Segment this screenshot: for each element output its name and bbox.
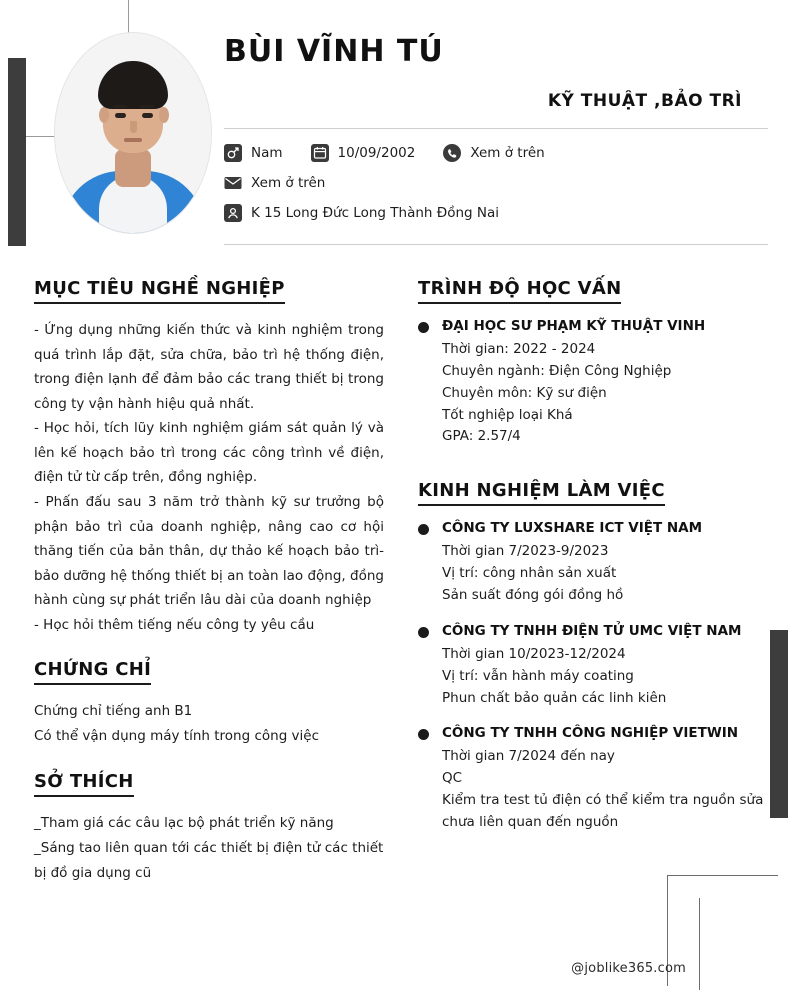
interest-item: _Tham giá các câu lạc bộ phát triển kỹ năng	[34, 815, 334, 832]
education-school: ĐẠI HỌC SƯ PHẠM KỸ THUẬT VINH	[442, 318, 706, 334]
contact-row-1	[224, 144, 768, 162]
avatar-ear-right	[159, 107, 169, 123]
section-objective	[34, 278, 384, 637]
page-title: BÙI VĨNH TÚ	[224, 34, 444, 69]
location-icon	[224, 204, 242, 222]
avatar-mouth	[124, 138, 142, 142]
avatar-photo	[54, 32, 212, 234]
contact-phone[interactable]	[443, 144, 544, 162]
avatar-eye-right	[142, 113, 153, 118]
decor-bottom-right-frame-inner	[699, 898, 796, 990]
contact-phone-value: Xem ở trên	[470, 145, 545, 161]
experience-company: CÔNG TY LUXSHARE ICT VIỆT NAM	[442, 520, 703, 537]
objective-paragraph: - Phấn đấu sau 3 năm trở thành kỹ sư trưởng bộ phận bảo trì của doanh nghiệp, nâng cao cơ hội thăng tiến của bản thân, dự thảo kế hoạch bảo trì- bảo dưỡng hệ thống thiết bị an toàn lao động, đồng hành cùng sự phát triển lâu dài của doanh nghiệp	[34, 493, 384, 609]
left-column	[34, 278, 384, 908]
gender-icon	[224, 144, 242, 162]
job-title: KỸ THUẬT ,BẢO TRÌ	[547, 91, 742, 111]
contact-gender-value: Nam	[251, 145, 283, 161]
contact-birthday-value: 10/09/2002	[337, 145, 416, 161]
bullet-icon	[418, 322, 429, 333]
experience-entry	[418, 725, 768, 833]
objective-paragraph: - Học hỏi, tích lũy kinh nghiệm giám sát quản lý và lên kế hoạch bảo trì trong các công trình về điện, điện tử từ cấp trên, đồng nghiệp.	[34, 420, 384, 486]
contact-birthday	[311, 144, 416, 162]
section-experience	[418, 470, 768, 834]
avatar-eye-left	[115, 113, 126, 118]
contact-email-value: Xem ở trên	[251, 175, 326, 191]
education-detail: Thời gian: 2022 - 2024	[442, 341, 596, 357]
phone-icon	[443, 144, 461, 162]
bullet-icon	[418, 627, 429, 638]
section-title-certificates: CHỨNG CHỈ	[34, 659, 151, 685]
certificate-item: Chứng chỉ tiếng anh B1	[34, 703, 193, 720]
experience-detail: Thời gian 7/2024 đến nay	[442, 748, 615, 765]
experience-entry	[418, 623, 768, 710]
experience-detail: Phun chất bảo quản các linh kiên	[442, 689, 667, 706]
decor-left-bar	[8, 58, 26, 246]
experience-detail: Vị trí: công nhân sản xuất	[442, 565, 617, 582]
avatar	[54, 32, 210, 232]
experience-detail: Thời gian 7/2023-9/2023	[442, 543, 609, 560]
education-detail: GPA: 2.57/4	[442, 428, 521, 445]
contact-block	[224, 144, 768, 234]
right-column	[418, 278, 768, 856]
experience-detail: Kiểm tra test tủ điện có thể kiểm tra nguồn sửa chưa liên quan đến nguồn	[442, 792, 764, 831]
section-education	[418, 278, 768, 448]
mail-icon	[224, 174, 242, 192]
education-detail: Chuyên ngành: Điện Công Nghiệp	[442, 362, 672, 379]
decor-right-bar	[770, 630, 788, 818]
avatar-nose	[130, 121, 137, 133]
experience-detail: Vị trí: vẫn hành máy coating	[442, 667, 634, 684]
contact-address-value: K 15 Long Đức Long Thành Đồng Nai	[251, 205, 500, 221]
experience-company: CÔNG TY TNHH ĐIỆN TỬ UMC VIỆT NAM	[442, 622, 742, 639]
experience-detail: QC	[442, 770, 463, 787]
interest-item: _Sáng tao liên quan tới các thiết bị điện tử các thiết bị đồ gia dụng cũ	[34, 840, 384, 882]
contact-row-3	[224, 204, 768, 222]
header-divider-bottom	[224, 244, 768, 245]
bullet-icon	[418, 729, 429, 740]
avatar-brow-right	[140, 105, 154, 108]
experience-detail: Sản suất đóng gói đồng hồ	[442, 587, 624, 604]
education-detail: Tốt nghiệp loại Khá	[442, 406, 573, 423]
header-divider-top	[224, 128, 768, 129]
certificate-item: Có thể vận dụng máy tính trong công việc	[34, 728, 320, 745]
avatar-neck	[115, 149, 151, 187]
objective-paragraph: - Học hỏi thêm tiếng nếu công ty yêu cầu	[34, 616, 315, 633]
objective-paragraph: - Ứng dụng những kiến thức và kinh nghiệm trong quá trình lắp đặt, sửa chữa, bảo trì hệ thống điện, trong điện lạnh để đảm bảo các trang thiết bị trong công ty vận hành hiệu quả nhất.	[34, 322, 384, 412]
avatar-brow-left	[113, 105, 127, 108]
section-title-education: TRÌNH ĐỘ HỌC VẤN	[418, 278, 621, 304]
experience-company: CÔNG TY TNHH CÔNG NGHIỆP VIETWIN	[442, 725, 739, 742]
name-block	[224, 34, 768, 111]
education-detail: Chuyên môn: Kỹ sư điện	[442, 384, 607, 401]
contact-row-2	[224, 174, 768, 192]
bullet-icon	[418, 524, 429, 535]
avatar-ear-left	[99, 107, 109, 123]
section-certificates	[34, 659, 384, 749]
contact-email[interactable]	[224, 174, 325, 192]
experience-detail: Thời gian 10/2023-12/2024	[442, 645, 626, 662]
section-title-objective: MỤC TIÊU NGHỀ NGHIỆP	[34, 278, 285, 304]
cv-header	[36, 22, 768, 250]
contact-gender	[224, 144, 283, 162]
section-title-interests: SỞ THÍCH	[34, 771, 134, 797]
contact-address	[224, 204, 499, 222]
section-title-experience: KINH NGHIỆM LÀM VIỆC	[418, 480, 665, 506]
watermark: @joblike365.com	[571, 961, 686, 976]
calendar-icon	[311, 144, 329, 162]
education-entry	[418, 318, 768, 448]
section-interests	[34, 771, 384, 886]
experience-entry	[418, 520, 768, 607]
